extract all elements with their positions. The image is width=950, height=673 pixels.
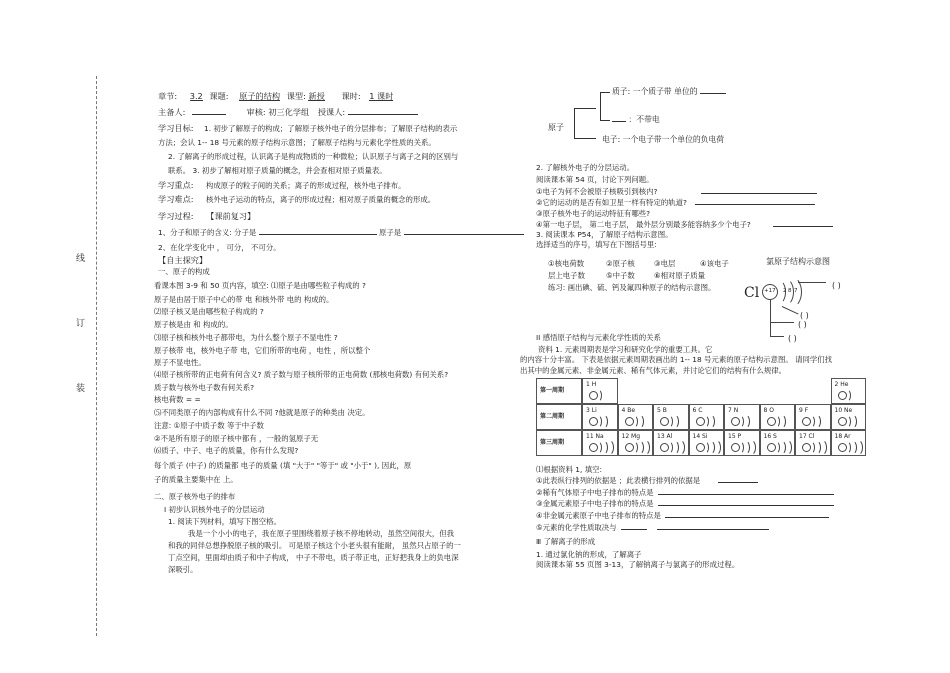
shell-arc	[744, 439, 756, 456]
shell-arc	[594, 389, 602, 402]
p2-q1: ①电子为何不会被原子核吸引到核内?	[536, 187, 658, 196]
review-value: 初三化学组	[268, 107, 310, 117]
legend-item: ④该电子	[700, 259, 729, 268]
atom-root-label: 原子	[548, 123, 564, 132]
s1-line: 核电荷数 = =	[154, 395, 201, 404]
section-iii-title: Ⅲ 了解离子的形成	[536, 537, 596, 546]
process-label: 学习过程:	[158, 211, 194, 221]
cl-diagram-title: 氯原子结构示意图	[766, 257, 830, 266]
shell-arc	[843, 389, 851, 402]
p2-q4: ④第一电子层， 第二电子层， 最外层分别最多能容纳多少个电子?	[536, 220, 751, 229]
binding-char: 订	[76, 319, 86, 329]
element-cell	[582, 404, 618, 430]
proton-text: 质子: 一个质子带 单位的	[612, 87, 698, 96]
shell-arc	[669, 414, 679, 429]
element-cell	[831, 404, 867, 430]
p2-line	[536, 221, 833, 228]
explore-tag: 【自主探究】	[158, 255, 208, 265]
period-label: 第一周期	[536, 378, 582, 404]
analysis-q5: ⑤元素的化学性质取决与	[536, 523, 617, 532]
shell-arc	[673, 439, 685, 456]
answer-paren: ( )	[800, 311, 809, 320]
pointer-line	[770, 322, 794, 323]
legend-item: ⑥相对原子质量	[654, 271, 705, 280]
element-label: 12 Mg	[621, 433, 641, 440]
element-cell	[689, 430, 725, 456]
element-label: 5 B	[657, 407, 667, 414]
element-cell	[582, 378, 618, 404]
answer-paren: ( )	[832, 281, 841, 290]
shell-arc	[815, 439, 827, 456]
element-label: 9 F	[799, 407, 809, 414]
hours-value: 1 课时	[369, 91, 394, 101]
p2-line	[536, 188, 817, 195]
element-cell	[653, 404, 689, 430]
analysis-line	[536, 489, 834, 496]
tree-branch	[574, 138, 596, 139]
s1-line: ⑸不同类原子的内部构成有什么不同 ?他就是原子的种类由 决定。	[154, 408, 370, 417]
element-label: 15 P	[728, 433, 742, 440]
question-1	[158, 229, 524, 236]
key-text: 构成原子的粒子间的关系；离子的形成过程，核外电子排布。	[206, 181, 406, 190]
topic-label: 课题:	[209, 91, 229, 101]
analysis-line: ⑴根据资料 1, 填空:	[536, 465, 602, 474]
element-cell	[795, 430, 831, 456]
tree-branch	[600, 120, 610, 121]
element-cell	[831, 378, 867, 404]
goal-line: 方法；会认 1-- 18 号元素的原子结构示意图；了解原子结构与元素化学性质的关系。	[158, 138, 436, 147]
shell-arc	[811, 414, 821, 429]
element-label: 4 Be	[621, 407, 636, 414]
review-tag: 【课前复习】	[206, 211, 256, 221]
shell-arc	[847, 414, 857, 429]
lesson-header	[158, 92, 393, 101]
binding-line	[96, 76, 97, 636]
s2-line: 丁点空间，里面却由质子和中子构成， 中子不带电，质子带正电，正好把我身上的负电深	[168, 553, 459, 562]
element-cell	[618, 430, 654, 456]
element-label: 3 Li	[586, 407, 597, 414]
element-cell	[724, 430, 760, 456]
review-label: 审核:	[246, 107, 266, 117]
tree-bracket	[574, 108, 575, 138]
s1-line: 子的质量主要集中在 上。	[154, 475, 238, 484]
element-cell	[760, 430, 796, 456]
difficulty-text: 核外电子运动的特点，离子的形成过程；相对原子质量的概念的形成。	[206, 195, 436, 204]
shell-arc	[598, 414, 608, 429]
s1-line: ②不是所有原子的原子核中都有 ，一般的氢原子无	[154, 434, 319, 443]
analysis-q2: ②稀有气体原子中电子排布的特点是	[536, 488, 654, 497]
analysis-q4: ④非金属元素原子中电子排布的特点是	[536, 511, 661, 520]
s1-line: 质子数与核外电子数有何关系?	[154, 383, 255, 392]
q1b-text: 原子是	[378, 228, 402, 237]
element-label: 11 Na	[586, 433, 604, 440]
preparer-row	[158, 108, 418, 116]
element-label: 17 Cl	[799, 433, 815, 440]
chapter-value: 3.2	[189, 91, 203, 101]
goal-line: 1. 初步了解原子的构成；了解原子核外电子的分层排布；了解原子结构的表示	[204, 124, 458, 133]
legend-item: ②原子核	[606, 259, 635, 268]
topic-value: 原子的结构	[239, 91, 281, 101]
element-label: 8 O	[763, 407, 774, 414]
p2-line: 3. 阅读课本 P54，了解原子结构示意图。	[536, 230, 673, 239]
section-2-title: 二、原子核外电子的排布	[154, 492, 236, 501]
s1-line: 每个质子 (中子) 的质量都 电子的质量 (填 "大于" "等于" 或 "小于" ), 因此，原	[154, 461, 412, 470]
s1-line: 原子不显电性。	[154, 358, 206, 367]
cl-symbol: Cl	[744, 285, 760, 301]
neutral-row: ：不带电	[612, 116, 660, 124]
answer-paren: ( )	[788, 334, 797, 343]
element-label: 14 Si	[692, 433, 708, 440]
shell-arc	[634, 414, 644, 429]
s-ii-line: 出其中的金属元素、非金属元素、稀有气体元素，并讨论它们的结构有什么规律。	[520, 366, 787, 375]
section-1-title: 一、原子的构成	[158, 267, 210, 276]
teacher-label: 授课人:	[317, 107, 346, 117]
p2-line: 2. 了解核外电子的分层运动。	[536, 163, 635, 172]
type-label: 课型:	[286, 91, 306, 101]
element-label: 10 Ne	[834, 407, 853, 414]
element-cell	[582, 430, 618, 456]
s2-line: 1. 阅读下列材料，填写下图空格。	[168, 517, 281, 526]
element-label: 18 Ar	[834, 433, 851, 440]
type-value: 新授	[308, 91, 325, 101]
shell-electrons: 2	[783, 288, 787, 294]
legend-item: ⑤中子数	[606, 271, 635, 280]
element-cell	[795, 404, 831, 430]
periodic-structure-table	[536, 378, 866, 456]
period-label: 第二周期	[536, 404, 582, 430]
analysis-line	[536, 477, 758, 484]
period-label: 第三周期	[536, 430, 582, 456]
shell-arc	[638, 439, 650, 456]
element-cell	[760, 404, 796, 430]
shell-electrons: 8	[788, 288, 792, 294]
element-cell	[724, 404, 760, 430]
goal-line: 联系。 3. 初步了解相对原子质量的概念，并会查相对原子质量表。	[168, 166, 387, 175]
preparer-label: 主备人:	[158, 107, 186, 117]
shell-arc	[602, 439, 614, 456]
pointer-line	[770, 336, 784, 337]
shell-arc	[705, 414, 715, 429]
answer-paren: ( )	[798, 320, 807, 329]
s2-line: 我是一个小小的电子，我在原子里围绕着原子核不停地转动，虽然空间很大，但我	[188, 529, 455, 538]
binding-char: 线	[76, 254, 86, 264]
legend-item: ③电层	[654, 259, 676, 268]
pointer-line	[770, 300, 771, 336]
analysis-line	[536, 512, 829, 519]
analysis-line	[536, 500, 834, 507]
shell-arc	[776, 414, 786, 429]
chapter-label: 章节:	[158, 91, 178, 101]
tree-bracket-2	[600, 92, 601, 120]
tree-branch	[574, 108, 596, 109]
element-label: 16 S	[763, 433, 777, 440]
p2-line	[536, 199, 815, 206]
element-cell	[689, 404, 725, 430]
shell-arc	[740, 414, 750, 429]
s2-line: I 初步认识核外电子的分层运动	[164, 505, 265, 514]
legend-item: ①核电荷数	[548, 259, 585, 268]
s1-line: 原子核带 电，核外电子带 电，它们所带的电荷 ，电性 ，所以整个	[154, 346, 371, 355]
shell-arc	[780, 439, 792, 456]
s-ii-line: 资料 1. 元素周期表是学习和研究化学的重要工具。它	[538, 345, 713, 354]
difficulty-label: 学习难点:	[158, 194, 194, 204]
element-label: 13 Al	[657, 433, 673, 440]
s1-line: 原子核是由 和 构成的。	[154, 320, 233, 329]
s1-line: ⑷原子核所带的正电荷有何含义? 质子数与原子核所带的正电荷数 (那核电荷数) 有何关系?	[154, 370, 449, 379]
s-iii-line: 阅读课本第 55 页图 3-13，了解钠离子与氯离子的形成过程。	[536, 560, 740, 569]
s-ii-line: 的内容十分丰富。 下表是依据元素周期表画出的 1-- 18 号元素的原子结构示意图。 请同学们找	[520, 355, 833, 364]
key-label: 学习重点:	[158, 180, 194, 190]
s1-line: ⑶原子核和核外电子都带电，为什么整个原子不显电性 ?	[154, 333, 338, 342]
element-cell	[618, 404, 654, 430]
practice-text: 练习: 画出碘、硫、钙及氟四种原子的结构示意图。	[548, 283, 716, 292]
element-cell	[831, 430, 867, 456]
p2-line: ③原子核外电子的运动特征有哪些?	[536, 209, 651, 218]
proton-row	[612, 88, 726, 96]
element-cell	[653, 430, 689, 456]
s1-line: ⑵原子核又是由哪些粒子构成的 ?	[154, 307, 264, 316]
s-iii-line: 1. 通过氯化钠的形成，了解离子	[536, 550, 642, 559]
pointer-line	[798, 282, 826, 283]
element-label: 7 N	[728, 407, 739, 414]
analysis-q1: ①此表纵行排列的依据是 ；此表横行排列的依据是	[536, 476, 701, 485]
hours-label: 课时:	[341, 91, 361, 101]
s1-line: 看课本图 3-9 和 50 页内容，填空: ⑴原子是由哪些粒子构成的 ?	[154, 281, 366, 290]
section-ii-title: II 感悟原子结构与元素化学性质的关系	[536, 333, 661, 342]
process-row	[158, 212, 255, 220]
legend-item: 层上电子数	[548, 271, 585, 280]
shell-electrons: 7	[794, 288, 798, 294]
element-label: 2 He	[834, 381, 849, 388]
shell-arc	[709, 439, 721, 456]
shell-arc	[851, 439, 863, 456]
binding-char: 装	[76, 384, 86, 394]
s1-line: 注意: ①原子中质子数 等于中子数	[154, 421, 264, 430]
analysis-q3: ③金属元素原子中电子排布的特点是	[536, 499, 654, 508]
goal-line: 2. 了解离子的形成过程，认识离子是构成物质的一种微粒；认识原子与离子之间的区别与	[168, 152, 459, 161]
p2-line: 阅读课本第 54 页，讨论下列问题。	[536, 175, 654, 184]
element-label: 6 C	[692, 407, 703, 414]
s2-line: 和我的同伴总想挣脱原子核的吸引。 可是原子核这个小老头很有能耐， 虽然只占原子的一	[168, 541, 461, 550]
neutral-text: 不带电	[636, 115, 660, 124]
question-2: 2、在化学变化中 ， 可分， 不可分。	[158, 243, 281, 252]
s1-line: ⑹质子、中子、电子的质量，你有什么发现?	[154, 446, 299, 455]
tree-branch	[600, 92, 610, 93]
goals-label: 学习目标:	[158, 123, 194, 133]
p2-q2: ②它的运动的是否有如卫星一样有特定的轨道?	[536, 198, 687, 207]
element-label: 1 H	[586, 381, 597, 388]
p2-line: 选择适当的序号，填写在下图括号里:	[536, 240, 657, 249]
nucleus-charge: +17	[764, 288, 776, 294]
q1-text: 1、分子和原子的含义: 分子是	[158, 228, 257, 237]
s2-line: 深吸引。	[168, 565, 198, 574]
s1-line: 原子是由居于原子中心的带 电 和核外带 电的 构成的。	[154, 295, 334, 304]
analysis-line	[536, 524, 769, 531]
electron-text: 电子: 一个电子带一个单位的负电荷	[602, 135, 725, 144]
